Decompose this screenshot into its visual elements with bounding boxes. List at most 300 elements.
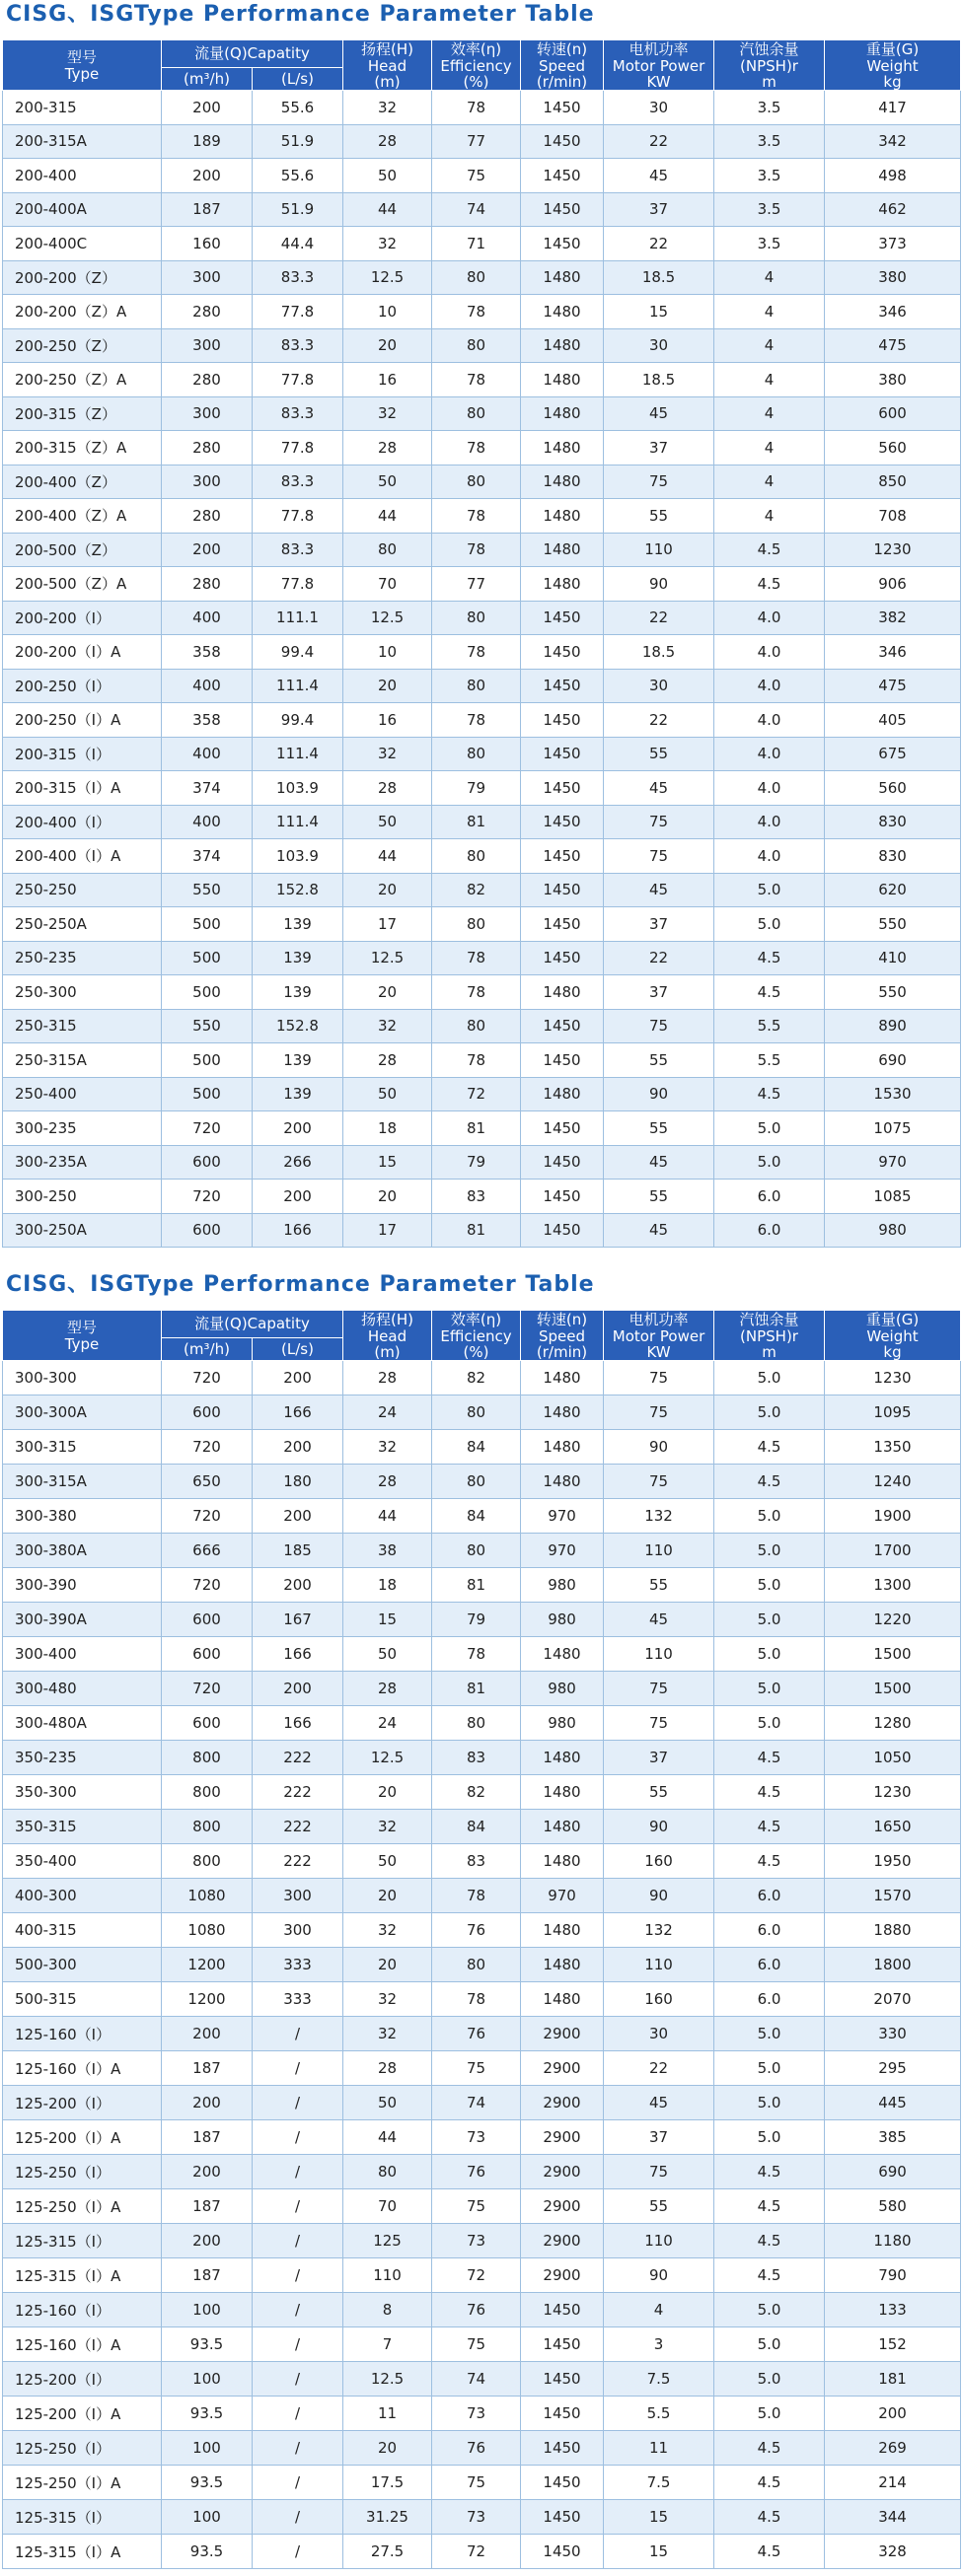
efficiency-cell: 84 — [432, 1499, 521, 1534]
efficiency-cell: 76 — [432, 2017, 521, 2051]
table-row — [3, 669, 961, 703]
flow-ls-cell: / — [253, 2431, 343, 2466]
head-cell: 24 — [343, 1706, 432, 1741]
type-cell: 250-300 — [3, 975, 162, 1010]
speed-cell: 980 — [521, 1672, 604, 1706]
npsh-cell: 4.5 — [714, 567, 825, 602]
weight-cell: 475 — [825, 669, 961, 703]
weight-cell: 1570 — [825, 1879, 961, 1913]
flow-ls-cell: 200 — [253, 1568, 343, 1603]
npsh-cell: 4.5 — [714, 1844, 825, 1879]
motor-power-cell: 18.5 — [604, 260, 714, 295]
head-cell: 32 — [343, 737, 432, 771]
flow-ls-cell: 139 — [253, 1077, 343, 1111]
motor-power-cell: 75 — [604, 1672, 714, 1706]
speed-cell: 1450 — [521, 124, 604, 159]
head-cell: 17.5 — [343, 2466, 432, 2500]
npsh-cell: 5.0 — [714, 873, 825, 907]
speed-cell: 1450 — [521, 839, 604, 874]
npsh-cell: 5.0 — [714, 1706, 825, 1741]
table-row — [3, 1913, 961, 1948]
motor-power-cell: 132 — [604, 1913, 714, 1948]
type-cell: 125-315（I） — [3, 2500, 162, 2535]
table-row — [3, 124, 961, 159]
flow-m3h-cell: 500 — [162, 941, 253, 975]
speed-cell: 1450 — [521, 227, 604, 261]
flow-ls-cell: 55.6 — [253, 159, 343, 193]
flow-ls-cell: / — [253, 2293, 343, 2327]
head-cell: 50 — [343, 465, 432, 499]
head-cell: 28 — [343, 124, 432, 159]
flow-m3h-cell: 550 — [162, 1009, 253, 1043]
weight-cell: 906 — [825, 567, 961, 602]
speed-header: 转速(n) Speed (r/min) — [521, 1311, 604, 1361]
npsh-cell: 5.0 — [714, 1672, 825, 1706]
head-cell: 44 — [343, 499, 432, 534]
npsh-cell: 4.0 — [714, 635, 825, 670]
speed-cell: 1480 — [521, 1637, 604, 1672]
flow-ls-cell: 167 — [253, 1603, 343, 1637]
efficiency-cell: 81 — [432, 1672, 521, 1706]
flow-m3h-cell: 93.5 — [162, 2397, 253, 2431]
motor-power-cell: 37 — [604, 2120, 714, 2155]
flow-ls-cell: 83.3 — [253, 533, 343, 567]
npsh-cell: 4.5 — [714, 941, 825, 975]
flow-m3h-cell: 93.5 — [162, 2466, 253, 2500]
motor-power-cell: 45 — [604, 1603, 714, 1637]
speed-cell: 1480 — [521, 1395, 604, 1430]
head-cell: 15 — [343, 1603, 432, 1637]
flow-ls-cell: 222 — [253, 1810, 343, 1844]
type-cell: 200-400（Z） — [3, 465, 162, 499]
npsh-cell: 3.5 — [714, 159, 825, 193]
motor-power-cell: 37 — [604, 1741, 714, 1775]
npsh-cell: 5.0 — [714, 1395, 825, 1430]
flow-m3h-cell: 200 — [162, 159, 253, 193]
flow-m3h-cell: 100 — [162, 2500, 253, 2535]
motor-power-cell: 55 — [604, 1180, 714, 1214]
head-cell: 12.5 — [343, 260, 432, 295]
head-cell: 32 — [343, 227, 432, 261]
flow-m3h-cell: 720 — [162, 1499, 253, 1534]
npsh-cell: 3.5 — [714, 227, 825, 261]
weight-cell: 550 — [825, 907, 961, 942]
head-cell: 10 — [343, 635, 432, 670]
head-cell: 38 — [343, 1534, 432, 1568]
motor-power-cell: 45 — [604, 396, 714, 431]
motor-power-cell: 75 — [604, 1395, 714, 1430]
type-cell: 125-160（I）A — [3, 2051, 162, 2086]
head-cell: 28 — [343, 771, 432, 806]
head-cell: 80 — [343, 533, 432, 567]
table-row — [3, 1361, 961, 1395]
npsh-cell: 4.5 — [714, 1775, 825, 1810]
flow-ls-cell: 200 — [253, 1111, 343, 1146]
npsh-cell: 4 — [714, 499, 825, 534]
flow-m3h-cell: 600 — [162, 1213, 253, 1248]
speed-cell: 1450 — [521, 635, 604, 670]
motor-power-cell: 45 — [604, 159, 714, 193]
motor-power-cell: 30 — [604, 91, 714, 125]
npsh-cell: 4 — [714, 465, 825, 499]
table-row — [3, 703, 961, 738]
head-cell: 50 — [343, 1637, 432, 1672]
speed-cell: 1480 — [521, 431, 604, 465]
motor-power-cell: 22 — [604, 941, 714, 975]
motor-power-cell: 110 — [604, 1534, 714, 1568]
speed-cell: 1480 — [521, 1741, 604, 1775]
weight-cell: 346 — [825, 635, 961, 670]
npsh-cell: 5.0 — [714, 1111, 825, 1146]
efficiency-cell: 80 — [432, 669, 521, 703]
speed-cell: 1450 — [521, 1111, 604, 1146]
efficiency-cell: 78 — [432, 533, 521, 567]
npsh-cell: 4.0 — [714, 669, 825, 703]
flow-header: 流量(Q)Capatity — [162, 40, 343, 68]
flow-ls-cell: 83.3 — [253, 260, 343, 295]
flow-m3h-cell: 666 — [162, 1534, 253, 1568]
head-cell: 17 — [343, 907, 432, 942]
flow-m3h-cell: 800 — [162, 1741, 253, 1775]
head-cell: 28 — [343, 2051, 432, 2086]
flow-ls-cell: 139 — [253, 907, 343, 942]
weight-cell: 1800 — [825, 1948, 961, 1982]
speed-cell: 1480 — [521, 465, 604, 499]
efficiency-cell: 75 — [432, 159, 521, 193]
flow-ls-cell: 99.4 — [253, 703, 343, 738]
efficiency-cell: 78 — [432, 975, 521, 1010]
type-cell: 200-400（Z）A — [3, 499, 162, 534]
type-cell: 300-250A — [3, 1213, 162, 1248]
speed-cell: 1480 — [521, 1077, 604, 1111]
flow-m3h-cell: 187 — [162, 2051, 253, 2086]
weight-cell: 708 — [825, 499, 961, 534]
weight-cell: 1650 — [825, 1810, 961, 1844]
efficiency-cell: 80 — [432, 396, 521, 431]
flow-ls-cell: / — [253, 2327, 343, 2362]
table-body — [3, 1361, 961, 2569]
npsh-cell: 5.0 — [714, 2051, 825, 2086]
flow-ls-cell: 166 — [253, 1395, 343, 1430]
type-cell: 400-300 — [3, 1879, 162, 1913]
weight-cell: 1180 — [825, 2224, 961, 2258]
type-cell: 200-250（I） — [3, 669, 162, 703]
type-cell: 200-400（I）A — [3, 839, 162, 874]
flow-m3h-cell: 400 — [162, 601, 253, 635]
table-row — [3, 1180, 961, 1214]
head-cell: 11 — [343, 2397, 432, 2431]
flow-ls-cell: 77.8 — [253, 431, 343, 465]
flow-ls-cell: 83.3 — [253, 396, 343, 431]
type-cell: 300-300A — [3, 1395, 162, 1430]
weight-cell: 373 — [825, 227, 961, 261]
motor-power-cell: 75 — [604, 805, 714, 839]
speed-cell: 1450 — [521, 2535, 604, 2569]
type-cell: 300-235A — [3, 1145, 162, 1180]
flow-ls-cell: / — [253, 2051, 343, 2086]
flow-ls-cell: / — [253, 2258, 343, 2293]
npsh-cell: 5.0 — [714, 2086, 825, 2120]
speed-cell: 1480 — [521, 1810, 604, 1844]
flow-m3h-cell: 600 — [162, 1145, 253, 1180]
head-cell: 28 — [343, 1361, 432, 1395]
table-row — [3, 499, 961, 534]
head-cell: 44 — [343, 2120, 432, 2155]
flow-ls-cell: 152.8 — [253, 1009, 343, 1043]
motor-power-cell: 45 — [604, 2086, 714, 2120]
npsh-cell: 4.0 — [714, 805, 825, 839]
motor-power-cell: 55 — [604, 1775, 714, 1810]
flow-m3h-cell: 100 — [162, 2362, 253, 2397]
flow-m3h-cell: 1080 — [162, 1879, 253, 1913]
type-cell: 300-400 — [3, 1637, 162, 1672]
head-cell: 20 — [343, 669, 432, 703]
motor-power-cell: 55 — [604, 737, 714, 771]
speed-cell: 970 — [521, 1499, 604, 1534]
speed-cell: 1450 — [521, 771, 604, 806]
speed-cell: 2900 — [521, 2155, 604, 2189]
weight-cell: 2070 — [825, 1982, 961, 2017]
speed-cell: 1450 — [521, 192, 604, 227]
table-row — [3, 1879, 961, 1913]
motor-power-cell: 45 — [604, 873, 714, 907]
weight-cell: 385 — [825, 2120, 961, 2155]
table-row — [3, 328, 961, 363]
npsh-cell: 6.0 — [714, 1879, 825, 1913]
flow-ls-cell: 166 — [253, 1213, 343, 1248]
npsh-cell: 5.0 — [714, 2017, 825, 2051]
efficiency-cell: 72 — [432, 2535, 521, 2569]
table-row — [3, 1672, 961, 1706]
flow-ls-cell: 152.8 — [253, 873, 343, 907]
efficiency-cell: 80 — [432, 465, 521, 499]
efficiency-cell: 81 — [432, 805, 521, 839]
head-cell: 20 — [343, 2431, 432, 2466]
npsh-cell: 4.5 — [714, 975, 825, 1010]
speed-cell: 2900 — [521, 2120, 604, 2155]
type-cell: 300-380A — [3, 1534, 162, 1568]
weight-cell: 214 — [825, 2466, 961, 2500]
flow-m3h-cell: 800 — [162, 1844, 253, 1879]
efficiency-cell: 75 — [432, 2189, 521, 2224]
flow-ls-cell: 44.4 — [253, 227, 343, 261]
flow-ls-cell: 200 — [253, 1499, 343, 1534]
speed-cell: 970 — [521, 1879, 604, 1913]
table-row — [3, 1844, 961, 1879]
speed-cell: 1480 — [521, 1465, 604, 1499]
flow-ls-cell: 111.4 — [253, 737, 343, 771]
type-cell: 200-400（I） — [3, 805, 162, 839]
efficiency-cell: 78 — [432, 703, 521, 738]
table-row — [3, 567, 961, 602]
flow-ls-cell: 200 — [253, 1361, 343, 1395]
weight-cell: 1500 — [825, 1672, 961, 1706]
motor-power-cell: 75 — [604, 1465, 714, 1499]
flow-m3h-cell: 720 — [162, 1361, 253, 1395]
speed-cell: 1480 — [521, 1982, 604, 2017]
type-cell: 350-235 — [3, 1741, 162, 1775]
flow-m3h-cell: 374 — [162, 839, 253, 874]
head-cell: 17 — [343, 1213, 432, 1248]
head-cell: 28 — [343, 1465, 432, 1499]
efficiency-cell: 72 — [432, 1077, 521, 1111]
npsh-cell: 5.0 — [714, 1499, 825, 1534]
type-cell: 125-200（I）A — [3, 2120, 162, 2155]
head-cell: 16 — [343, 703, 432, 738]
motor-power-cell: 75 — [604, 839, 714, 874]
npsh-cell: 4 — [714, 328, 825, 363]
efficiency-cell: 82 — [432, 873, 521, 907]
efficiency-cell: 80 — [432, 601, 521, 635]
efficiency-cell: 75 — [432, 2327, 521, 2362]
type-cell: 300-315A — [3, 1465, 162, 1499]
table-row — [3, 2500, 961, 2535]
table-row — [3, 1637, 961, 1672]
weight-cell: 133 — [825, 2293, 961, 2327]
efficiency-cell: 79 — [432, 1603, 521, 1637]
motor-power-cell: 22 — [604, 2051, 714, 2086]
type-cell: 125-250（I） — [3, 2155, 162, 2189]
type-cell: 300-235 — [3, 1111, 162, 1146]
type-cell: 125-160（I） — [3, 2017, 162, 2051]
weight-cell: 675 — [825, 737, 961, 771]
weight-cell: 1085 — [825, 1180, 961, 1214]
efficiency-cell: 78 — [432, 1637, 521, 1672]
head-cell: 15 — [343, 1145, 432, 1180]
weight-cell: 405 — [825, 703, 961, 738]
flow-unit-m3h: (m³/h) — [162, 1337, 253, 1360]
speed-cell: 1480 — [521, 1430, 604, 1465]
type-cell: 300-315 — [3, 1430, 162, 1465]
type-cell: 200-250（Z）A — [3, 363, 162, 397]
npsh-cell: 4.5 — [714, 2155, 825, 2189]
speed-cell: 1450 — [521, 907, 604, 942]
speed-cell: 1480 — [521, 533, 604, 567]
motor-power-header: 电机功率 Motor Power KW — [604, 1311, 714, 1361]
npsh-cell: 4.5 — [714, 2466, 825, 2500]
weight-cell: 1230 — [825, 1775, 961, 1810]
weight-cell: 346 — [825, 295, 961, 329]
flow-m3h-cell: 200 — [162, 2017, 253, 2051]
flow-m3h-cell: 400 — [162, 805, 253, 839]
type-cell: 200-315 — [3, 91, 162, 125]
flow-ls-cell: 200 — [253, 1180, 343, 1214]
table-row — [3, 805, 961, 839]
efficiency-cell: 79 — [432, 1145, 521, 1180]
motor-power-cell: 90 — [604, 1430, 714, 1465]
flow-ls-cell: 77.8 — [253, 499, 343, 534]
table-row — [3, 1982, 961, 2017]
table-row — [3, 260, 961, 295]
flow-ls-cell: 166 — [253, 1706, 343, 1741]
weight-cell: 1880 — [825, 1913, 961, 1948]
speed-cell: 2900 — [521, 2224, 604, 2258]
flow-m3h-cell: 400 — [162, 669, 253, 703]
efficiency-cell: 77 — [432, 124, 521, 159]
efficiency-cell: 80 — [432, 1465, 521, 1499]
speed-cell: 1480 — [521, 567, 604, 602]
head-cell: 16 — [343, 363, 432, 397]
head-cell: 50 — [343, 2086, 432, 2120]
head-cell: 8 — [343, 2293, 432, 2327]
type-cell: 300-390A — [3, 1603, 162, 1637]
efficiency-cell: 81 — [432, 1213, 521, 1248]
type-cell: 200-200（Z） — [3, 260, 162, 295]
npsh-cell: 4.5 — [714, 1465, 825, 1499]
flow-ls-cell: 111.1 — [253, 601, 343, 635]
motor-power-cell: 75 — [604, 1361, 714, 1395]
type-cell: 125-200（I） — [3, 2086, 162, 2120]
npsh-cell: 4.5 — [714, 1430, 825, 1465]
type-cell: 125-315（I） — [3, 2224, 162, 2258]
table-row — [3, 2535, 961, 2569]
type-cell: 200-500（Z） — [3, 533, 162, 567]
flow-m3h-cell: 300 — [162, 465, 253, 499]
motor-power-cell: 132 — [604, 1499, 714, 1534]
type-cell: 200-315（I）A — [3, 771, 162, 806]
npsh-cell: 5.0 — [714, 2362, 825, 2397]
npsh-cell: 4.5 — [714, 1810, 825, 1844]
table-row — [3, 2051, 961, 2086]
weight-cell: 328 — [825, 2535, 961, 2569]
npsh-cell: 4 — [714, 260, 825, 295]
weight-cell: 269 — [825, 2431, 961, 2466]
flow-m3h-cell: 200 — [162, 2224, 253, 2258]
table-row — [3, 839, 961, 874]
head-cell: 20 — [343, 328, 432, 363]
efficiency-header: 效率(η) Efficiency (%) — [432, 1311, 521, 1361]
motor-power-cell: 22 — [604, 227, 714, 261]
flow-ls-cell: 51.9 — [253, 124, 343, 159]
head-cell: 70 — [343, 2189, 432, 2224]
table-row — [3, 2120, 961, 2155]
motor-power-cell: 55 — [604, 1111, 714, 1146]
weight-cell: 1280 — [825, 1706, 961, 1741]
motor-power-cell: 37 — [604, 431, 714, 465]
flow-m3h-cell: 200 — [162, 2086, 253, 2120]
speed-cell: 1480 — [521, 260, 604, 295]
efficiency-cell: 80 — [432, 328, 521, 363]
weight-cell: 380 — [825, 260, 961, 295]
type-cell: 300-250 — [3, 1180, 162, 1214]
efficiency-cell: 73 — [432, 2397, 521, 2431]
type-cell: 300-390 — [3, 1568, 162, 1603]
efficiency-cell: 79 — [432, 771, 521, 806]
head-cell: 18 — [343, 1111, 432, 1146]
speed-cell: 1450 — [521, 159, 604, 193]
flow-m3h-cell: 280 — [162, 363, 253, 397]
motor-power-cell: 110 — [604, 2224, 714, 2258]
efficiency-cell: 78 — [432, 635, 521, 670]
speed-cell: 2900 — [521, 2051, 604, 2086]
flow-m3h-cell: 280 — [162, 567, 253, 602]
speed-cell: 1450 — [521, 669, 604, 703]
speed-cell: 1450 — [521, 1213, 604, 1248]
weight-cell: 382 — [825, 601, 961, 635]
flow-m3h-cell: 720 — [162, 1180, 253, 1214]
flow-ls-cell: 111.4 — [253, 669, 343, 703]
npsh-cell: 4.5 — [714, 533, 825, 567]
motor-power-cell: 75 — [604, 465, 714, 499]
motor-power-cell: 18.5 — [604, 363, 714, 397]
weight-cell: 181 — [825, 2362, 961, 2397]
efficiency-cell: 74 — [432, 192, 521, 227]
head-cell: 32 — [343, 1982, 432, 2017]
flow-ls-cell: / — [253, 2155, 343, 2189]
weight-cell: 462 — [825, 192, 961, 227]
efficiency-cell: 78 — [432, 941, 521, 975]
type-cell: 200-315（Z）A — [3, 431, 162, 465]
